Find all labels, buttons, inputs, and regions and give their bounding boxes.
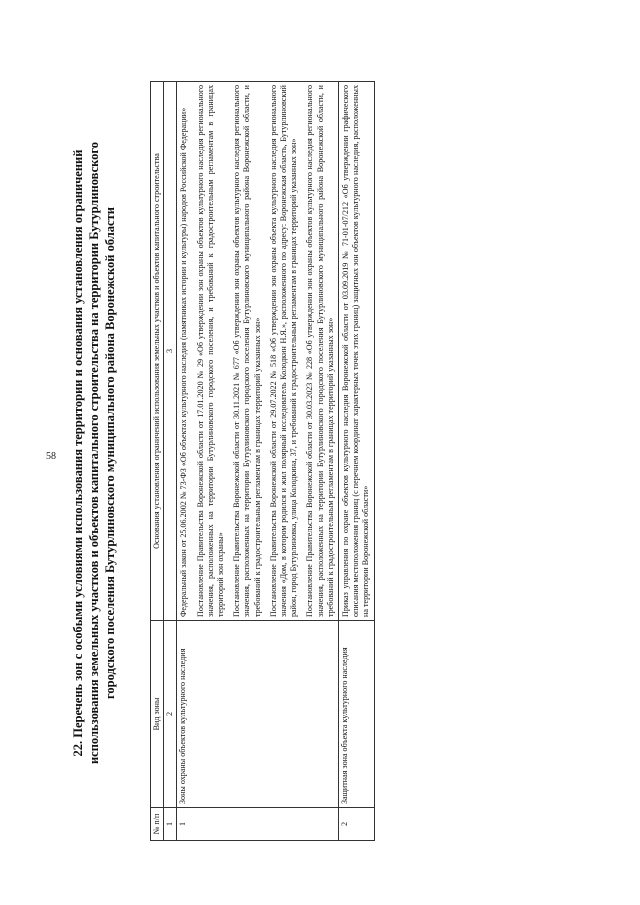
table-row: [177, 81, 339, 840]
row-num: 2: [339, 807, 375, 840]
table-header-row: [151, 81, 164, 840]
basis-cell: [177, 81, 339, 620]
page-number: 58: [46, 451, 56, 462]
table-index-row: [164, 81, 177, 840]
header-basis: Основания установления ограничений использования земельных участков и объектов капитального строительства: [151, 81, 164, 620]
section-heading: [70, 65, 118, 841]
index-cell: 3: [164, 81, 177, 620]
basis-paragraph: Постановление Правительства Воронежской области от 17.01.2020 № 29 «Об утверждении зон охраны объектов культурного наследия регионального значения, расположенных на территории Бутурлиновского городского поселения, и требований к градостроительным регламентам в границах территорий зон охраны»: [195, 84, 226, 617]
basis-paragraph: Постановление Правительства Воронежской области от 29.07.2022 № 518 «Об утверждении зон охраны объекта культурного наследия регионального значения «Дом, в котором родился и жил полярный исследователь Колодкин Н.Я.», расположенного по адресу: Воронежская область, Бутурлиновский район, город Бутурлиновка, улица Колодкина, 37, и требований к градостроительным регламентам в границах территорий указанных зон»: [268, 84, 299, 617]
zone-type: Защитная зона объекта культурного наследия: [339, 620, 375, 807]
basis-cell: [339, 81, 375, 620]
index-cell: 2: [164, 620, 177, 807]
basis-paragraph: Федеральный закон от 25.06.2002 № 73-ФЗ «Об объектах культурного наследия (памятниках истории и культуры) народов Российской Федерации»: [179, 107, 189, 617]
rotated-page-content: [70, 43, 570, 863]
basis-paragraph: Постановление Правительства Воронежской области от 30.03.2023 № 228 «Об утверждении зон охраны объектов культурного наследия регионального значения, расположенных на территории Бутурлиновского городского поселения Бутурлиновского муниципального района Воронежской области, и требований к градостроительным регламентам в границах территорий указанных зон»: [305, 84, 335, 617]
heading-line-2: использования земельных участков и объектов капитального строительства на территории Бутурлиновского: [87, 141, 101, 764]
row-num: 1: [177, 807, 339, 840]
heading-line-3: городского поселения Бутурлиновского муниципального района Воронежской области: [103, 206, 117, 699]
basis-paragraph: Постановление Правительства Воронежской области от 30.11.2021 № 677 «Об утверждении зон охраны объектов культурного наследия регионального значения, расположенных на территории Бутурлиновского городского поселения Бутурлиновского муниципального района Воронежской области, и требований к градостроительным регламентам в границах территорий указанных зон»: [232, 84, 262, 617]
zones-table: [150, 81, 375, 841]
header-zone: Вид зоны: [151, 620, 164, 807]
table-row: [339, 81, 375, 840]
basis-paragraph: Приказ управления по охране объектов культурного наследия Воронежской области от 03.09.2019 № 71-01-07/212 «Об утверждении графического описания местоположения границ (с перечнем координат характерных точек этих границ) защитных зон объектов культурного наследия, расположенных на территории Воронежской области»: [341, 84, 371, 617]
zone-type: Зоны охраны объектов культурного наследия: [177, 620, 339, 807]
header-num: № п/п: [151, 807, 164, 840]
index-cell: 1: [164, 807, 177, 840]
heading-line-1: 22. Перечень зон с особыми условиями использования территории и основания установления ограничений: [71, 149, 85, 756]
